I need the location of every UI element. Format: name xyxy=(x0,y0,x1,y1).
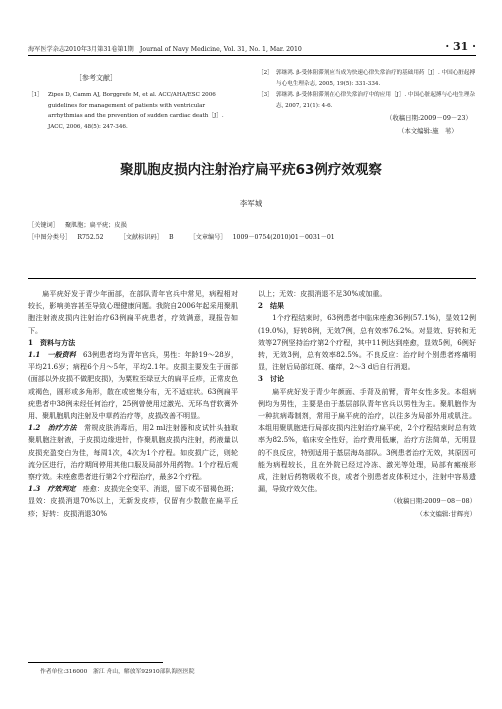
keywords-label: ［关键词］ xyxy=(28,222,59,229)
article-meta xyxy=(28,220,476,244)
article-no: 1009－0754(2010)01－0031－01 xyxy=(232,234,335,241)
body-left-column xyxy=(28,288,238,520)
article-no-label: ［文章编号］ xyxy=(189,234,227,241)
reference-text: 郭继鸿. β-受体阻滞剂应当成为快速心律失常治疗的基础用药［J］. 中国心脏起搏与心电生理杂志, 2005, 19(5): 331-334. xyxy=(276,70,476,87)
results-paragraph: 1个疗程结束时，63例患者中临床痊愈36例(57.1%)，显效12例(19.0%)，好转8例，无效7例，总有效率76.2%。对显效、好转和无效等27例坚持治疗第2个疗程，其中11例达到痊愈，显效5例，6例好转，无效3例，总有效率82.5%。不良反应：治疗时个别患者疼痛明显，注射后局部红斑、瘙痒，2～3 d后自行消退。 xyxy=(258,313,476,372)
reference-item xyxy=(258,90,476,111)
subsection-text: 63例患者均为青年官兵，男性：年龄19～28岁，平均21.6岁；病程6个月～5年，平均2.1年。皮损主要发生于面部(面部以外皮损不做肥皮损)，为粟粒至绿豆大的扁平丘疹，正常皮色或褐色，圆形或多角形，散在或密集分布，无不适症状。63例扁平疣患者中38例未经任何治疗，25例曾使用过激光、无环鸟苷软膏外用、聚肌胞肌肉注射及中草药治疗等，皮损改善不明显。 xyxy=(28,350,238,421)
criteria-continued: 以上；无效：皮损消退不足30%或加重。 xyxy=(258,289,387,298)
reference-item xyxy=(28,90,228,132)
reference-item xyxy=(258,68,476,89)
author-affiliation: 作者单位:316000 浙江 舟山，解放军92910部队海医医院 xyxy=(40,669,195,675)
article-author: 李军城 xyxy=(239,199,263,208)
received-date: （收稿日期:2009－09－23） xyxy=(386,114,472,122)
keywords: 聚肌胞；扁平疣；皮损 xyxy=(64,222,127,229)
editor-note: （本文编辑:甘辉亮） xyxy=(416,509,476,518)
section-heading: 3 讨论 xyxy=(258,374,285,384)
reference-number: ［2］ xyxy=(258,70,273,76)
body-right-column xyxy=(258,288,476,520)
journal-citation: 海军医学杂志2010年3月第31卷第1期 Journal of Navy Medicine, Vol. 31, No. 1, Mar. 2010 xyxy=(28,46,302,53)
reference-text: Zipes D, Camm AJ, Borggrefe M, et al. ACC/AHA/ESC 2006 guidelines for management of patients with ventricular arrhythmias and the prevention of sudden cardiac death［J］. JACC, 2006, 48(5): 247-346. xyxy=(48,92,224,130)
footnote-rule xyxy=(28,662,163,663)
discussion-paragraph: 扁平疣好发于青少年颜面、手背及前臂，青年女性多发。本组病例均为男性，主要是由于基层部队青年官兵以男性为主。聚肌胞作为一种抗病毒制剂，常用于扁平疣的治疗，以往多为局部外用或肌注。本组用聚肌胞进行局部皮损内注射治疗扁平疣，2个疗程结束时总有效率为82.5%，临床安全性好，治疗费用低廉，治疗方法简单，无明显的不良反应，特别适用于基层海岛部队。3例患者治疗无效，其原因可能为病程较长，且在外院已经过冷冻、激光等处理，局部有瘢痕形成，注射后药物吸收不良，或者个别患者皮体积过小，注射中容易遗漏，导致疗效欠佳。 xyxy=(258,386,476,494)
keywords-row xyxy=(28,220,476,232)
subsection-treatment xyxy=(28,422,238,483)
section-heading: 2 结果 xyxy=(258,301,285,311)
subsection-heading: 1.1 一般资料 xyxy=(28,350,76,360)
doc-code: B xyxy=(168,234,174,241)
article-title: 聚肌胞皮损内注射治疗扁平疣63例疗效观察 xyxy=(120,162,382,178)
reference-text: 郭继鸿. β-受体阻滞剂在心律失常治疗中的应用［J］. 中国心脏起搏与心电生理杂志, 2007, 21(1): 4-6. xyxy=(276,92,476,109)
subsection-text: 常规皮肤消毒后，用2 ml注射器和皮试针头抽取聚肌胞注射液，于皮损边缘进针，作聚肌胞皮损内注射，药液量以皮损充盈变白为佳，每周1次，4次为1个疗程。如皮损广泛，则轮流分区进行，治疗期间停用其他口服及局部外用药物。1个疗程后观察疗效。未痊愈患者进行第2个疗程治疗，最多2个疗程。 xyxy=(28,423,238,482)
meta-rule xyxy=(28,278,476,279)
clc-code: R752.52 xyxy=(77,234,104,241)
classification-row xyxy=(28,232,476,244)
running-header xyxy=(28,42,476,54)
subsection-heading: 1.2 治疗方法 xyxy=(28,423,77,433)
page-number: · 31 · xyxy=(445,40,476,53)
references-heading: ［参考文献］ xyxy=(75,74,117,82)
subsection-text: 痊愈：皮损完全变平、消退，留下或不留褐色斑；显效：皮损消退70%以上，无新发皮疹，仅留有少数散在扁平丘疹；好转：皮损消退30% xyxy=(28,484,238,518)
subsection-criteria xyxy=(28,483,238,520)
editor-note: （本文编辑:施 苇） xyxy=(398,127,458,135)
reference-number: ［3］ xyxy=(258,92,273,98)
subsection-general-data xyxy=(28,349,238,422)
intro-paragraph: 扁平疣好发于青少年面部，在部队青年官兵中常见，病程相对较长，影响美容甚至导致心理健康问题。我院自2006年起采用聚肌胞注射液皮损内注射治疗63例扁平疣患者，疗效满意，现报告如下。 xyxy=(28,289,238,335)
reference-number: ［1］ xyxy=(28,92,43,98)
subsection-heading: 1.3 疗效判定 xyxy=(28,484,76,494)
received-date: （收稿日期:2009－08－08） xyxy=(390,497,476,506)
doc-code-label: ［文献标识码］ xyxy=(119,234,163,241)
clc-label: ［中图分类号］ xyxy=(28,234,72,241)
header-rule xyxy=(28,55,476,56)
section-heading: 1 资料与方法 xyxy=(28,337,76,347)
